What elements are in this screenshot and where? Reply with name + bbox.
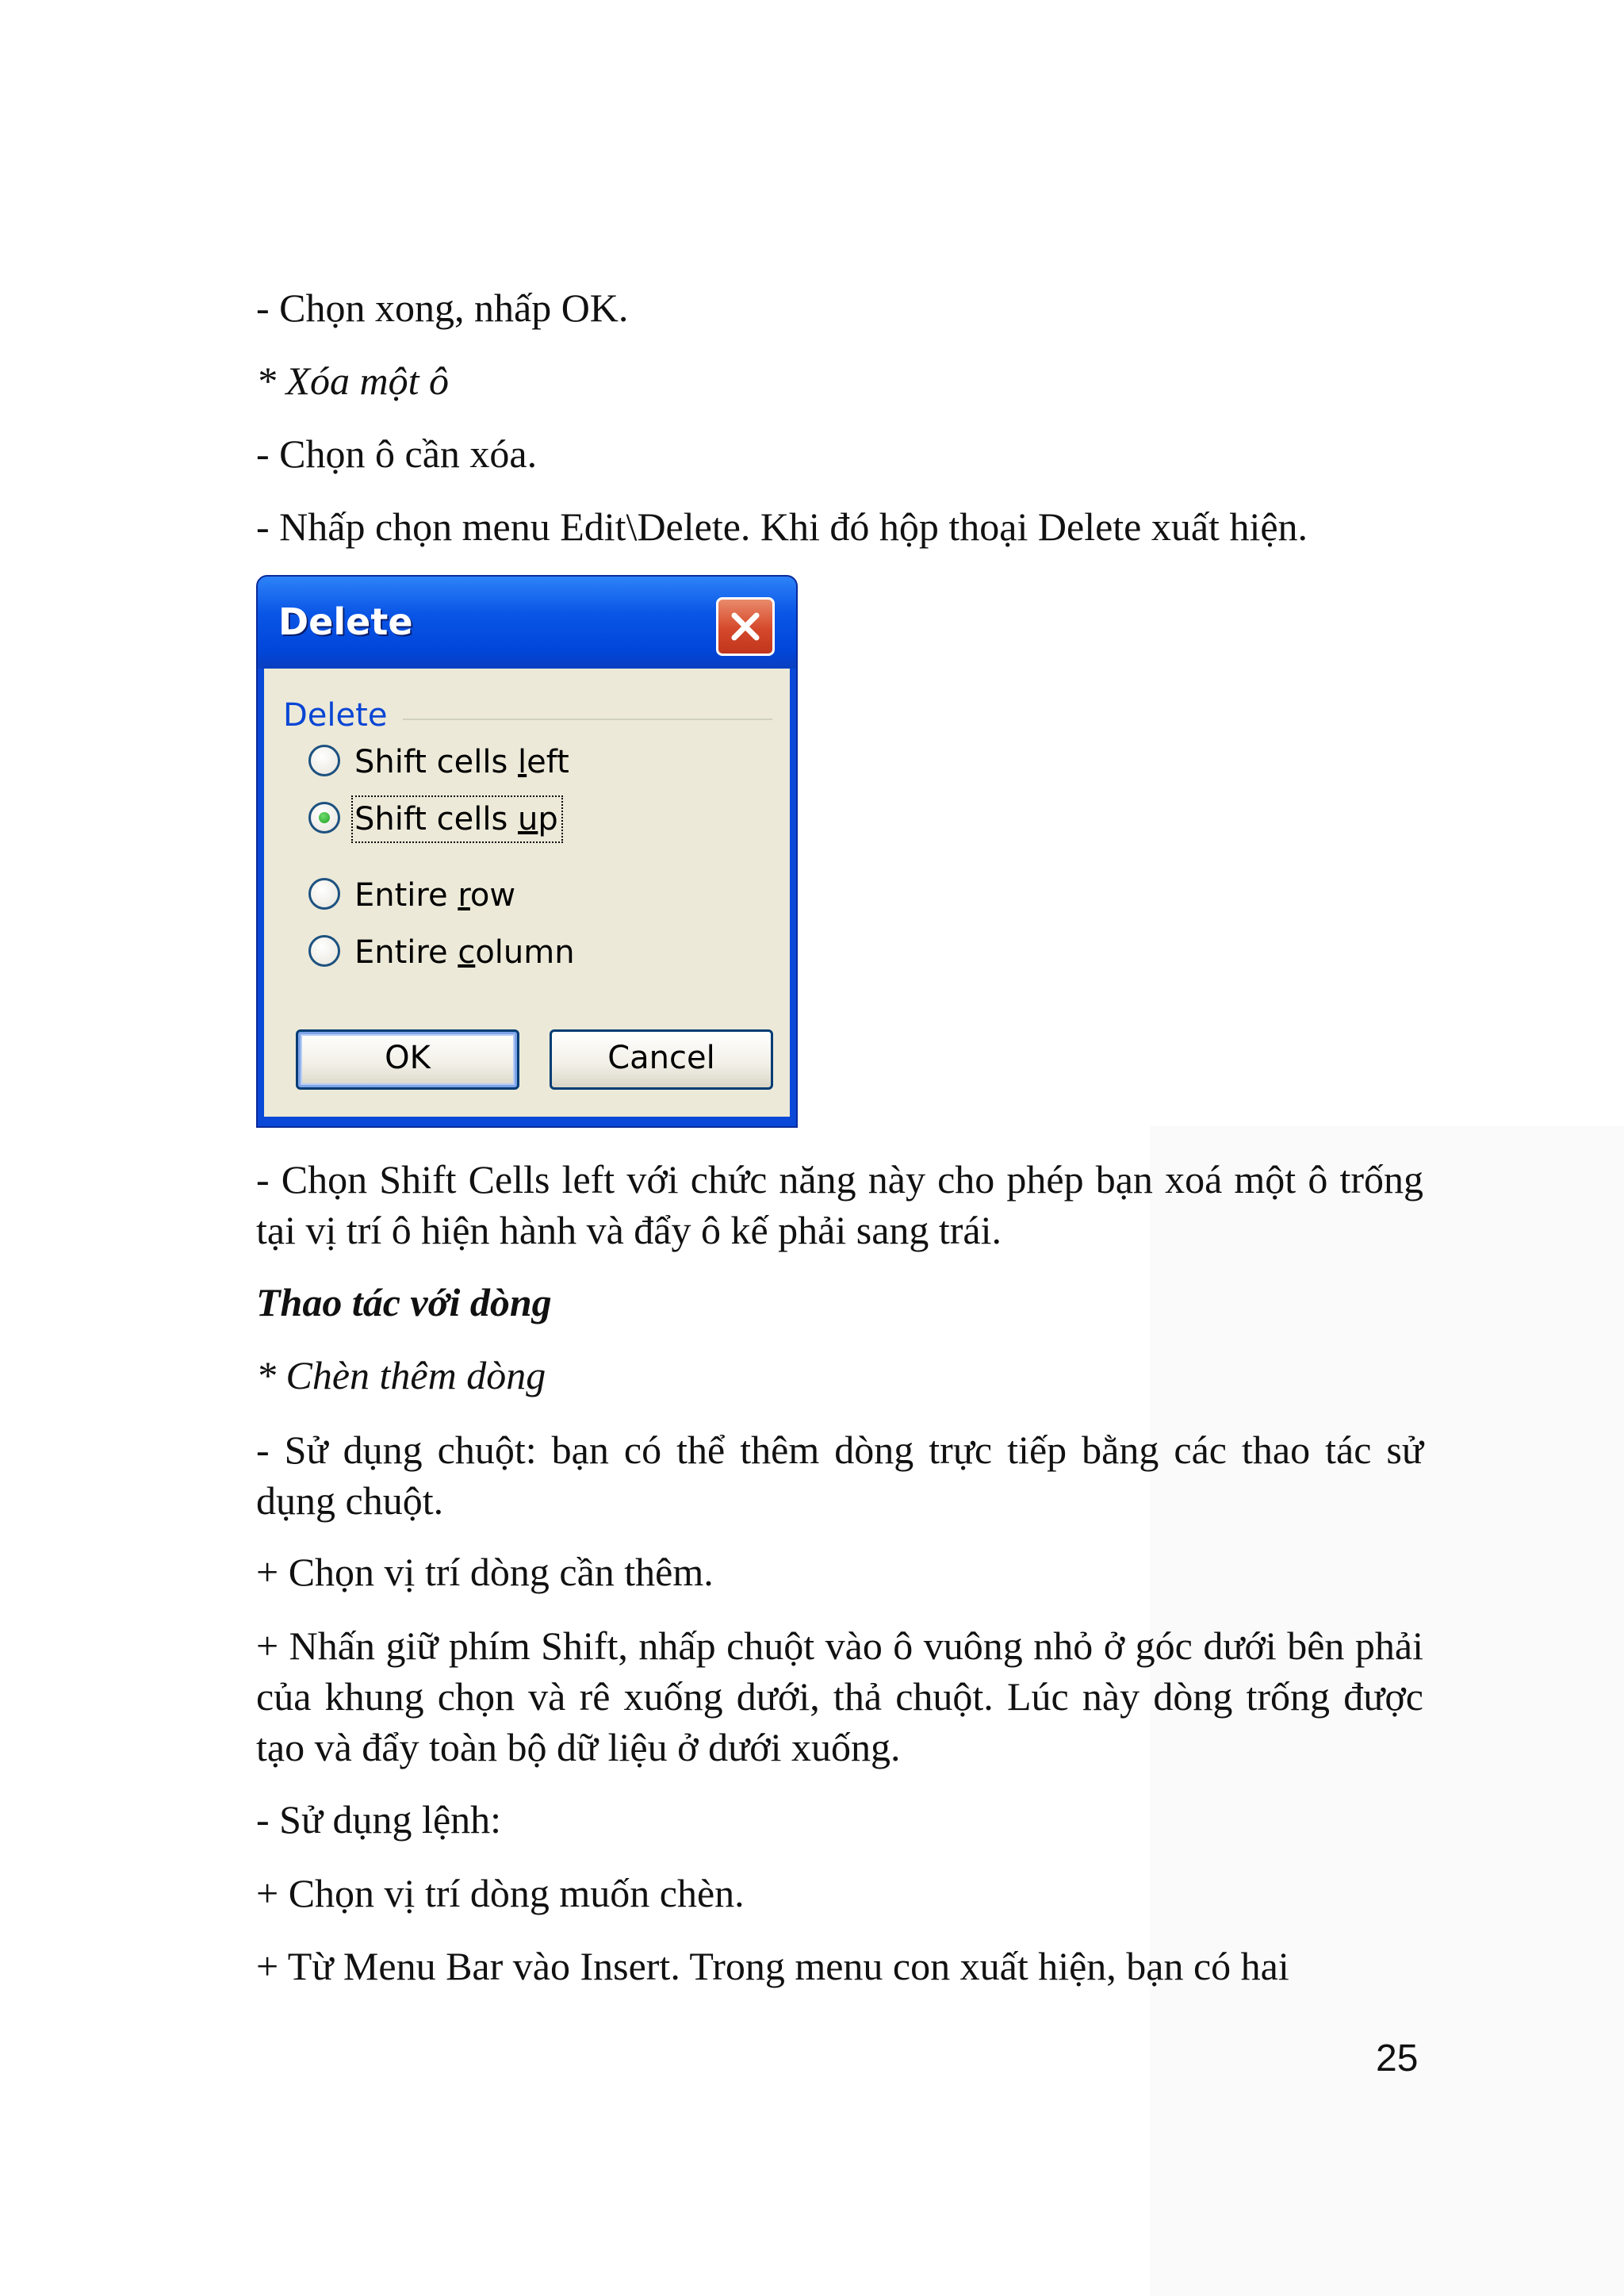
paragraph: + Nhấn giữ phím Shift, nhấp chuột vào ô vuông nhỏ ở góc dưới bên phải của khung chọn và rê xuống dưới, thả chuột. Lúc này dòng trống được tạo và đẩy toàn bộ dữ liệu ở dưới xuống. [256,1623,1423,1769]
dialog-title: Delete [278,600,413,643]
option-label: Shift cells up [354,799,560,840]
group-label: Delete [283,697,388,734]
text-line: - Sử dụng lệnh: [256,1797,502,1842]
text-line: + Từ Menu Bar vào Insert. Trong menu con xuất hiện, bạn có hai [256,1944,1289,1988]
delete-dialog [256,575,798,1128]
group-divider [403,719,772,720]
paragraph: - Sử dụng chuột: bạn có thể thêm dòng trực tiếp bằng các thao tác sử dụng chuột. [256,1428,1423,1523]
text-line: - Chọn ô cần xóa. [256,431,538,476]
radio-button-selected[interactable] [308,802,340,834]
radio-button[interactable] [308,745,340,776]
dialog-title-bar[interactable] [258,577,796,669]
dialog-body [264,669,790,1117]
text-line-italic: * Chèn thêm dòng [256,1353,546,1397]
text-line: - Nhấp chọn menu Edit\Delete. Khi đó hộp thoại Delete xuất hiện. [256,504,1308,549]
ok-button[interactable]: OK [296,1029,519,1090]
option-label: Shift cells left [354,744,569,780]
text-line: + Chọn vị trí dòng cần thêm. [256,1550,714,1594]
paragraph: - Chọn Shift Cells left với chức năng này cho phép bạn xoá một ô trống tại vị trí ô hiện hành và đẩy ô kế phải sang trái. [256,1157,1423,1252]
radio-button[interactable] [308,878,340,910]
radio-button[interactable] [308,935,340,967]
cancel-button[interactable]: Cancel [550,1029,773,1090]
text-line-italic: * Xóa một ô [256,358,450,403]
section-heading: Thao tác với dòng [256,1280,552,1324]
option-label: Entire column [354,934,575,971]
close-icon [728,609,763,644]
option-label: Entire row [354,877,516,914]
text-line: - Chọn xong, nhấp OK. [256,286,629,330]
page-number: 25 [1376,2037,1419,2079]
text-line: + Chọn vị trí dòng muốn chèn. [256,1871,745,1915]
close-button[interactable] [716,597,775,656]
